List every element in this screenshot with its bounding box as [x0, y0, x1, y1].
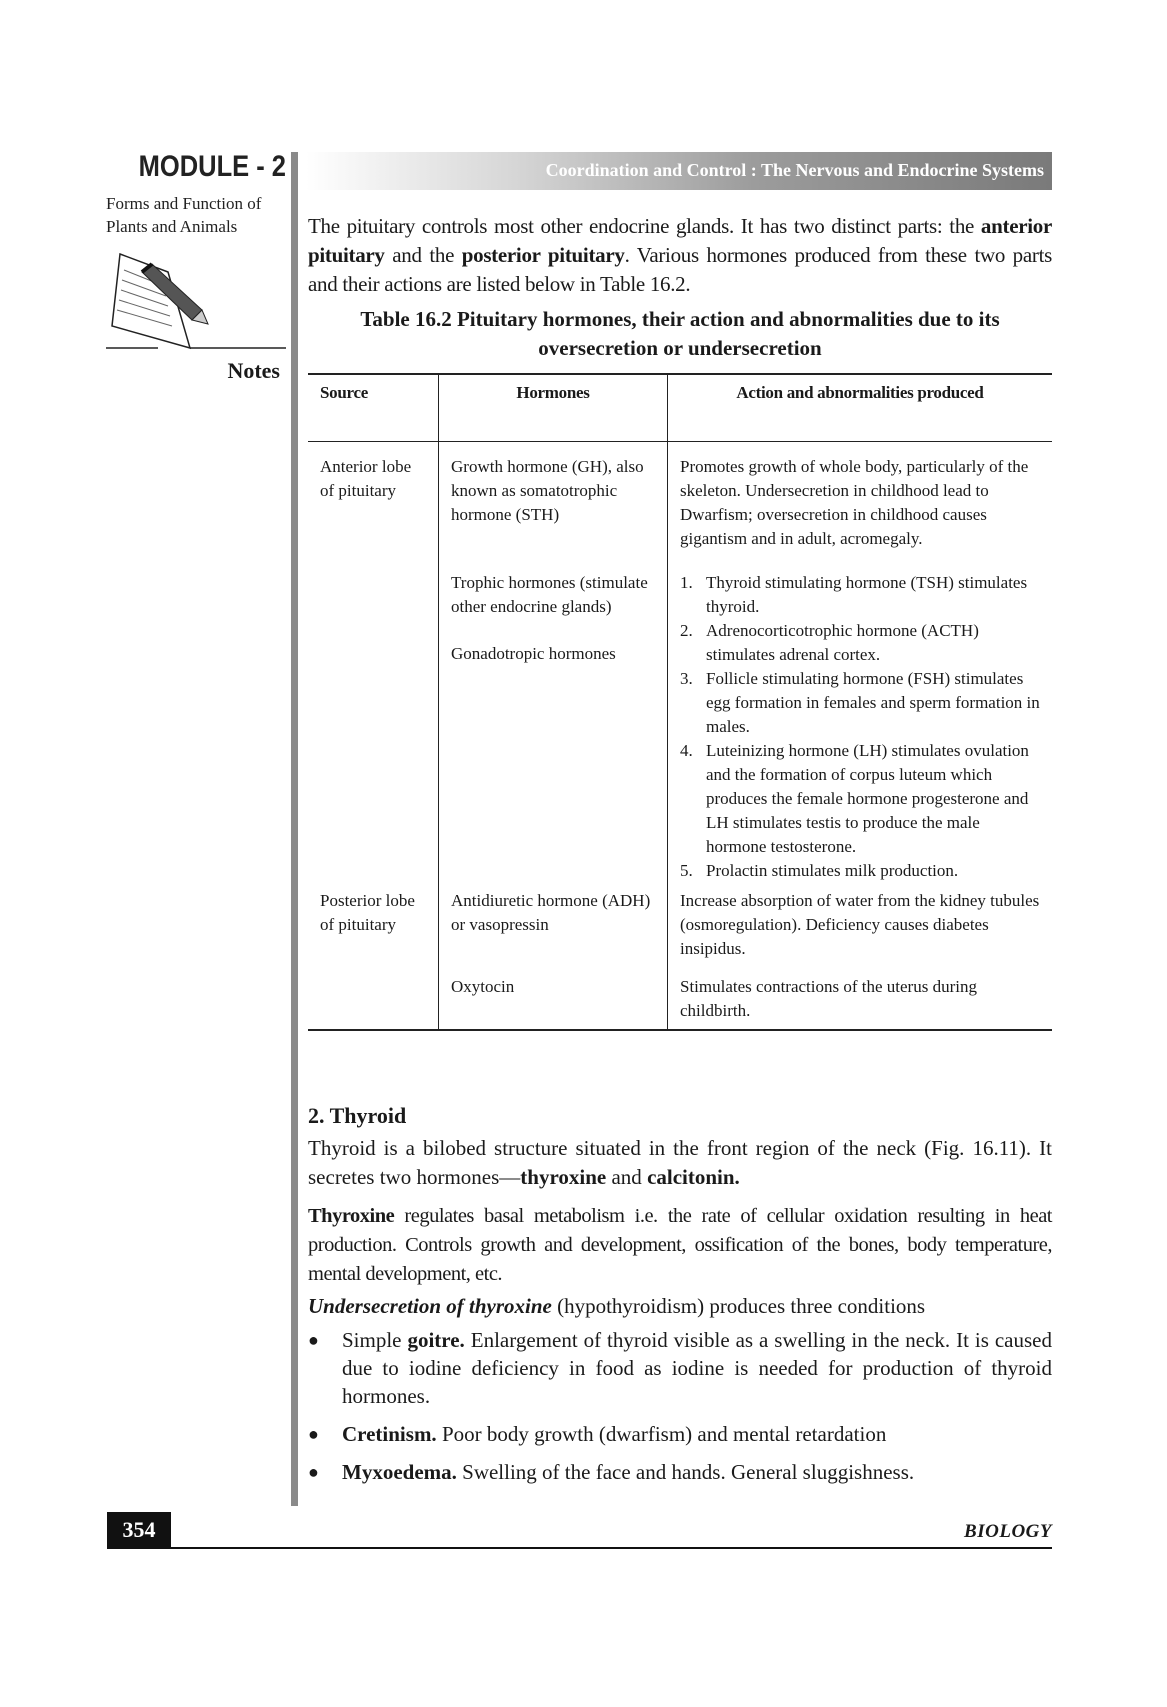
action-cell: Stimulates contractions of the uterus during childbirth.	[668, 975, 1053, 1030]
list-item: 4. Luteinizing hormone (LH) stimulates ovulation and the formation of corpus luteum which produces the female hormone progesterone and LH stimulates testis to produce the male hormone testosterone.	[680, 741, 1029, 856]
pituitary-hormones-table	[308, 373, 1052, 1031]
module-subtitle: Forms and Function of Plants and Animals	[106, 194, 262, 236]
section-heading: 2. Thyroid	[308, 1103, 407, 1128]
chapter-header	[306, 152, 1052, 190]
column-header-hormones: Hormones	[439, 374, 668, 442]
hormone-cell	[439, 571, 668, 883]
table-row	[308, 883, 1052, 975]
table-header-row	[308, 374, 1052, 442]
bullet-icon: ●	[308, 1424, 319, 1444]
table-caption: Table 16.2 Pituitary hormones, their action and abnormalities due to its oversecretion or undersecretion	[360, 307, 1000, 360]
source-cell: Posterior lobe of pituitary	[320, 891, 415, 934]
column-header-source: Source	[308, 374, 439, 442]
action-cell: Increase absorption of water from the kidney tubules (osmoregulation). Deficiency causes diabetes insipidus.	[680, 891, 1040, 958]
table-row	[308, 571, 1052, 883]
column-header-action: Action and abnormalities produced	[668, 374, 1053, 442]
bullet-icon: ●	[308, 1462, 319, 1482]
module-title: MODULE - 2	[138, 150, 286, 183]
list-item: 3. Follicle stimulating hormone (FSH) stimulates egg formation in females and sperm formation in males.	[680, 669, 1040, 736]
hormone-cell: Growth hormone (GH), also known as somatotrophic hormone (STH)	[439, 442, 668, 572]
undersecretion-paragraph: Undersecretion of thyroxine (hypothyroidism) produces three conditions	[308, 1294, 926, 1318]
intro-paragraph: The pituitary controls most other endocrine glands. It has two distinct parts: the anterior pituitary and the posterior pituitary. Various hormones produced from these two parts and their actions are listed below in Table 16.2.	[308, 214, 1052, 296]
table-row	[308, 442, 1052, 572]
footer-divider	[107, 1547, 1052, 1549]
list-item: 1. Thyroid stimulating hormone (TSH) stimulates thyroid.	[680, 573, 1028, 616]
source-cell: Anterior lobe of pituitary	[320, 457, 412, 500]
trophic-hormones: Trophic hormones (stimulate other endocrine glands)	[451, 573, 648, 616]
thyroid-paragraph: Thyroid is a bilobed structure situated in the front region of the neck (Fig. 16.11). It secretes two hormones—thyroxine and calcitonin.	[308, 1136, 1052, 1189]
hormone-cell: Antidiuretic hormone (ADH) or vasopressin	[439, 883, 668, 975]
list-item: ● Simple goitre. Enlargement of thyroid visible as a swelling in the neck. It is caused due to iodine deficiency in food as iodine is needed for production of thyroid hormones.	[308, 1328, 1052, 1408]
chapter-title: Coordination and Control : The Nervous and Endocrine Systems	[545, 160, 1044, 180]
notes-label: Notes	[227, 358, 280, 383]
notes-pencil-icon	[106, 242, 286, 362]
source-cell	[308, 975, 439, 1030]
gonadotropic-hormones: Gonadotropic hormones	[451, 644, 616, 663]
bullet-icon: ●	[308, 1330, 319, 1350]
conditions-list	[308, 1326, 1052, 1496]
list-item: 5. Prolactin stimulates milk production.	[680, 861, 959, 880]
list-item: ● Myxoedema. Swelling of the face and hands. General sluggishness.	[308, 1460, 915, 1484]
thyroxine-paragraph: Thyroxine regulates basal metabolism i.e. the rate of cellular oxidation resulting in heat production. Controls growth and development, ossification of the bones, body temperature, mental development, etc.	[308, 1205, 1052, 1285]
hormone-cell: Oxytocin	[439, 975, 668, 1030]
list-item: 2. Adrenocorticotrophic hormone (ACTH) stimulates adrenal cortex.	[680, 621, 979, 664]
footer-subject: BIOLOGY	[964, 1521, 1052, 1542]
page-number: 354	[107, 1512, 171, 1548]
source-cell	[308, 571, 439, 883]
action-cell	[668, 571, 1053, 883]
action-cell: Promotes growth of whole body, particularly of the skeleton. Undersecretion in childhood lead to Dwarfism; oversecretion in childhood causes gigantism and in adult, acromegaly.	[680, 457, 1029, 548]
sidebar-divider	[291, 152, 298, 1506]
table-row	[308, 975, 1052, 1030]
list-item: ● Cretinism. Poor body growth (dwarfism) and mental retardation	[308, 1422, 887, 1446]
